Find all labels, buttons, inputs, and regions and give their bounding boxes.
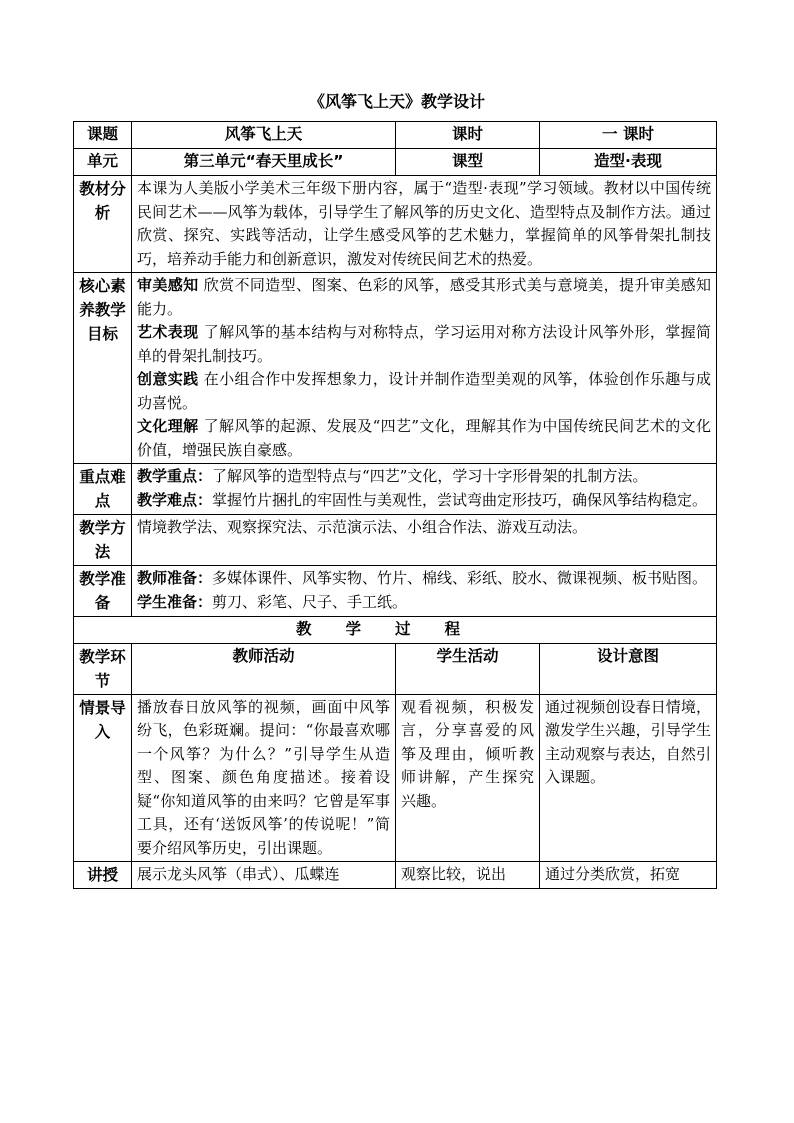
prep-label: 教学准备 <box>74 566 132 617</box>
process-title-row <box>74 617 717 644</box>
goal-item <box>137 415 711 462</box>
focus-key: 教学难点 <box>137 490 198 509</box>
analysis-text: 本课为人美版小学美术三年级下册内容，属于“造型·表现”学习领域。教材以中国传统民间艺术——风筝为载体，引导学生了解风筝的历史文化、造型特点及制作方法。通过欣赏、探究、实践等活动，让学生感受风筝的艺术魅力，掌握简单的风筝骨架扎制技巧，培养动手能力和创新意识，激发对传统民间艺术的热爱。 <box>132 176 717 273</box>
label-unit: 单元 <box>74 149 132 176</box>
col-stage: 教学环节 <box>74 643 132 694</box>
lesson-plan-table <box>73 121 717 889</box>
value-topic: 风筝飞上天 <box>132 122 396 149</box>
col-teacher: 教师活动 <box>132 643 396 694</box>
col-intent: 设计意图 <box>540 643 717 694</box>
goal-item <box>137 321 711 368</box>
header-row-topic <box>74 122 717 149</box>
prep-row <box>74 566 717 617</box>
analysis-label: 教材分析 <box>74 176 132 273</box>
methods-row <box>74 515 717 566</box>
prep-key: 学生准备 <box>137 592 198 611</box>
process-intent: 通过分类欣赏，拓宽 <box>540 862 717 889</box>
label-topic: 课题 <box>74 122 132 149</box>
goal-item <box>137 274 711 321</box>
focus-key: 教学重点 <box>137 467 198 485</box>
label-period: 课时 <box>396 122 540 149</box>
process-teacher: 播放春日放风筝的视频，画面中风筝纷飞，色彩斑斓。提问：“你最喜欢哪一个风筝？为什么？”引导学生从造型、图案、颜色角度描述。接着设疑“你知道风筝的由来吗？它曾是军事工具，还有‘送饭风筝’的传说呢！”简要介绍风筝历史，引出课题。 <box>132 694 396 862</box>
analysis-row <box>74 176 717 273</box>
value-type: 造型·表现 <box>540 149 717 176</box>
process-teacher: 展示龙头风筝（串式）、瓜蝶连 <box>132 862 396 889</box>
goal-text: 欣赏不同造型、图案、色彩的风筝，感受其形式美与意境美，提升审美感知能力。 <box>137 276 711 318</box>
prep-item: 教师准备：多媒体课件、风筝实物、竹片、棉线、彩纸、胶水、微课视频、板书贴图。 <box>137 569 708 587</box>
prep-text: 剪刀、彩笔、尺子、手工纸。 <box>212 592 408 611</box>
process-stage: 讲授 <box>74 862 132 889</box>
focus-item: 教学重点：了解风筝的造型特点与“四艺”文化，学习十字形骨架的扎制方法。 <box>137 467 648 485</box>
goals-cell <box>132 273 717 464</box>
process-student: 观察比较，说出 <box>396 862 540 889</box>
prep-key: 教师准备 <box>137 569 198 587</box>
process-intent: 通过视频创设春日情境，激发学生兴趣，引导学生主动观察与表达，自然引入课题。 <box>540 694 717 862</box>
goal-text: 在小组合作中发挥想象力，设计并制作造型美观的风筝，体验创作乐趣与成功喜悦。 <box>137 370 711 412</box>
focus-item: 教学难点：掌握竹片捆扎的牢固性与美观性，尝试弯曲定形技巧，确保风筝结构稳定。 <box>137 490 708 509</box>
col-student: 学生活动 <box>396 643 540 694</box>
goal-text: 了解风筝的起源、发展及“四艺”文化，理解其作为中国传统民间艺术的文化价值，增强民族自豪感。 <box>137 417 711 459</box>
focus-label: 重点难点 <box>74 464 132 515</box>
goal-key: 艺术表现 <box>137 323 199 341</box>
focus-text: 掌握竹片捆扎的牢固性与美观性，尝试弯曲定形技巧，确保风筝结构稳定。 <box>212 490 708 509</box>
header-row-unit <box>74 149 717 176</box>
document-title: 《风筝飞上天》教学设计 <box>308 92 485 111</box>
focus-text: 了解风筝的造型特点与“四艺”文化，学习十字形骨架的扎制方法。 <box>212 467 648 485</box>
process-row <box>74 694 717 862</box>
methods-label: 教学方法 <box>74 515 132 566</box>
goal-item <box>137 368 711 415</box>
value-period: 一 课时 <box>540 122 717 149</box>
goals-label: 核心素养教学目标 <box>74 273 132 464</box>
process-row <box>74 862 717 889</box>
goal-key: 审美感知 <box>137 276 199 294</box>
methods-text: 情境教学法、观察探究法、示范演示法、小组合作法、游戏互动法。 <box>132 515 717 566</box>
label-type: 课型 <box>396 149 540 176</box>
goals-row <box>74 273 717 464</box>
process-student: 观看视频，积极发言，分享喜爱的风筝及理由，倾听教师讲解，产生探究兴趣。 <box>396 694 540 862</box>
process-stage: 情景导入 <box>74 694 132 862</box>
goal-key: 文化理解 <box>137 417 199 435</box>
prep-cell <box>132 566 717 617</box>
goal-key: 创意实践 <box>137 370 199 388</box>
value-unit: 第三单元“春天里成长” <box>132 149 396 176</box>
prep-text: 多媒体课件、风筝实物、竹片、棉线、彩纸、胶水、微课视频、板书贴图。 <box>212 569 708 587</box>
goal-text: 了解风筝的基本结构与对称特点，学习运用对称方法设计风筝外形，掌握简单的骨架扎制技巧。 <box>137 323 711 365</box>
process-header-row <box>74 643 717 694</box>
process-title: 教学过程 <box>74 617 717 644</box>
focus-cell <box>132 464 717 515</box>
focus-row <box>74 464 717 515</box>
prep-item: 学生准备：剪刀、彩笔、尺子、手工纸。 <box>137 592 408 611</box>
